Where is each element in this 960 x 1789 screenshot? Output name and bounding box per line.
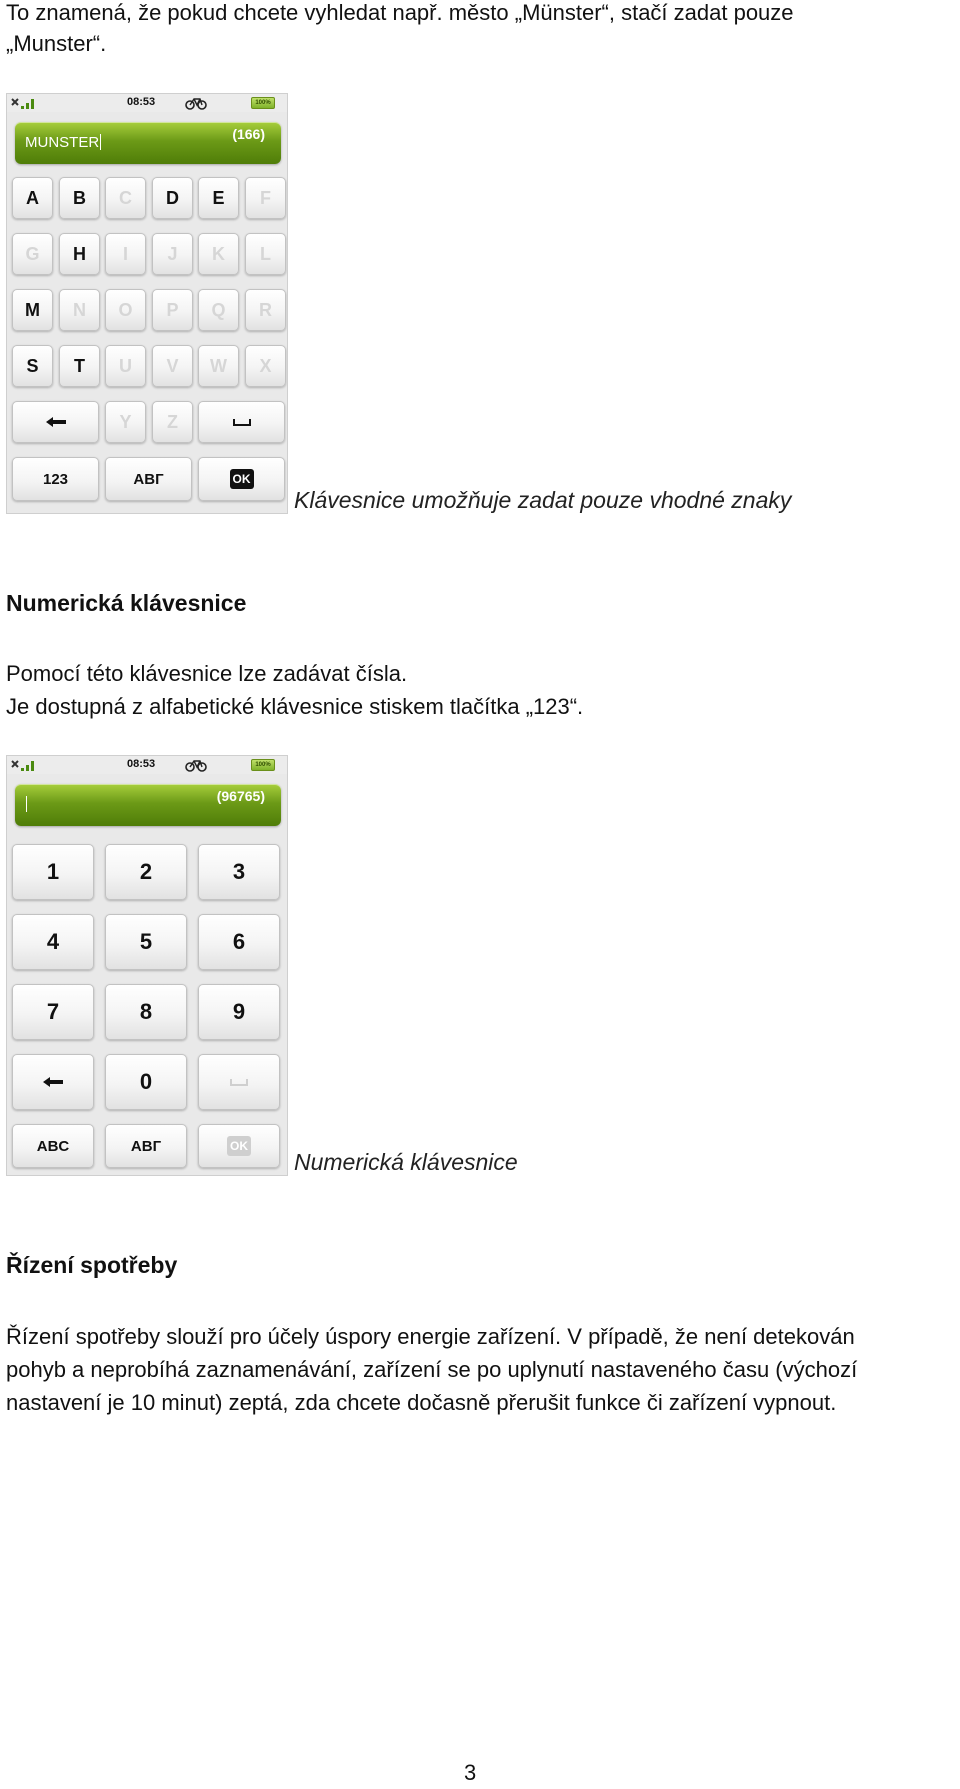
back-arrow-icon xyxy=(45,416,67,428)
key-w xyxy=(198,345,239,387)
key-s[interactable] xyxy=(12,345,53,387)
key-label: R xyxy=(259,299,272,320)
ok-button[interactable] xyxy=(198,457,285,501)
key-6[interactable] xyxy=(198,914,280,970)
key-label: Q xyxy=(211,299,226,320)
key-label: D xyxy=(166,187,179,208)
ok-button xyxy=(198,1124,280,1168)
text-caret xyxy=(100,134,101,150)
numeric-keyboard-caption: Numerická klávesnice xyxy=(294,1149,518,1175)
key-8[interactable] xyxy=(105,984,187,1040)
key-r xyxy=(245,289,286,331)
text-caret xyxy=(26,796,27,812)
key-5[interactable] xyxy=(105,914,187,970)
status-time: 08:53 xyxy=(127,96,156,108)
key-label: V xyxy=(166,355,179,376)
key-y xyxy=(105,401,146,443)
number-input-value xyxy=(25,796,27,813)
key-label: X xyxy=(259,355,272,376)
battery-icon: 100% xyxy=(251,759,275,771)
space-key xyxy=(198,1054,280,1110)
alphabetic-keyboard-screenshot xyxy=(6,93,288,514)
key-label: P xyxy=(166,299,179,320)
key-label: 1 xyxy=(46,859,60,884)
key-label: O xyxy=(118,299,133,320)
key-label: N xyxy=(73,299,86,320)
space-icon xyxy=(233,419,251,426)
ok-icon: OK xyxy=(227,1136,251,1156)
intro-line-2: „Munster“. xyxy=(6,31,107,56)
key-q xyxy=(198,289,239,331)
key-label: S xyxy=(26,355,39,376)
key-3[interactable] xyxy=(198,844,280,900)
numeric-keyboard-screenshot xyxy=(6,755,288,1176)
key-n xyxy=(59,289,100,331)
intro-line-1: To znamená, že pokud chcete vyhledat např. město „Münster“, stačí zadat pouze xyxy=(6,0,794,25)
key-a[interactable] xyxy=(12,177,53,219)
key-label: 8 xyxy=(139,999,153,1024)
numeric-keyboard-button[interactable] xyxy=(12,457,99,501)
key-i xyxy=(105,233,146,275)
power-paragraph-line-3: nastavení je 10 minut) zeptá, zda chcete dočasně přerušit funkce či zařízení vypnout. xyxy=(6,1390,837,1415)
space-icon xyxy=(230,1079,248,1086)
battery-icon: 100% xyxy=(251,97,275,109)
key-label: 0 xyxy=(139,1069,153,1094)
key-label: G xyxy=(25,243,40,264)
key-c xyxy=(105,177,146,219)
key-0[interactable] xyxy=(105,1054,187,1110)
key-f xyxy=(245,177,286,219)
key-label: 5 xyxy=(139,929,153,954)
backspace-key[interactable] xyxy=(12,1054,94,1110)
key-label: J xyxy=(167,243,178,264)
key-label: T xyxy=(74,355,85,376)
back-arrow-icon xyxy=(42,1076,64,1088)
key-v xyxy=(152,345,193,387)
status-time: 08:53 xyxy=(127,758,156,770)
key-label: U xyxy=(119,355,132,376)
key-m[interactable] xyxy=(12,289,53,331)
key-4[interactable] xyxy=(12,914,94,970)
key-z xyxy=(152,401,193,443)
power-paragraph-line-1: Řízení spotřeby slouží pro účely úspory energie zařízení. V případě, že není detekován xyxy=(6,1324,855,1349)
key-b[interactable] xyxy=(59,177,100,219)
key-j xyxy=(152,233,193,275)
key-g xyxy=(12,233,53,275)
key-label: W xyxy=(210,355,227,376)
numeric-section-heading: Numerická klávesnice xyxy=(6,590,247,616)
key-label: E xyxy=(212,187,225,208)
key-u xyxy=(105,345,146,387)
key-label: 3 xyxy=(232,859,246,884)
key-label: A xyxy=(26,187,39,208)
key-k xyxy=(198,233,239,275)
key-label: 7 xyxy=(46,999,60,1024)
page-number: 3 xyxy=(464,1760,477,1785)
key-e[interactable] xyxy=(198,177,239,219)
search-input[interactable] xyxy=(15,122,281,164)
space-key[interactable] xyxy=(198,401,285,443)
key-label: B xyxy=(73,187,86,208)
key-label: M xyxy=(25,299,40,320)
key-label: 6 xyxy=(232,929,246,954)
key-label: L xyxy=(260,243,271,264)
key-t[interactable] xyxy=(59,345,100,387)
status-bar xyxy=(7,756,287,774)
key-label: 9 xyxy=(232,999,246,1024)
key-label: Y xyxy=(119,411,132,432)
key-label: Z xyxy=(167,411,178,432)
search-input-value: MUNSTER xyxy=(25,134,100,151)
key-label: АВГ xyxy=(133,470,164,488)
key-label: 123 xyxy=(42,470,69,488)
numeric-paragraph-line-1: Pomocí této klávesnice lze zadávat čísla. xyxy=(6,661,408,686)
alphabetic-keyboard-button[interactable] xyxy=(12,1124,94,1168)
key-label: 4 xyxy=(46,929,60,954)
cyrillic-keyboard-button[interactable] xyxy=(105,1124,187,1168)
cyrillic-keyboard-button[interactable] xyxy=(105,457,192,501)
key-label: 2 xyxy=(139,859,153,884)
number-input[interactable] xyxy=(15,784,281,826)
key-l xyxy=(245,233,286,275)
power-paragraph-line-2: pohyb a neprobíhá zaznamenávání, zařízení se po uplynutí nastaveného času (výchozí xyxy=(6,1357,858,1382)
result-count: (96765) xyxy=(216,788,265,804)
key-x xyxy=(245,345,286,387)
status-bar xyxy=(7,94,287,112)
backspace-key[interactable] xyxy=(12,401,99,443)
power-section-heading: Řízení spotřeby xyxy=(6,1252,178,1278)
key-p xyxy=(152,289,193,331)
key-label: I xyxy=(122,243,128,264)
alphabetic-keyboard-caption: Klávesnice umožňuje zadat pouze vhodné znaky xyxy=(294,487,792,513)
key-label: ABC xyxy=(36,1137,70,1155)
key-d[interactable] xyxy=(152,177,193,219)
key-label: K xyxy=(212,243,225,264)
key-label: АВГ xyxy=(130,1137,162,1155)
key-h[interactable] xyxy=(59,233,100,275)
key-2[interactable] xyxy=(105,844,187,900)
numeric-paragraph-line-2: Je dostupná z alfabetické klávesnice stiskem tlačítka „123“. xyxy=(6,694,584,719)
key-1[interactable] xyxy=(12,844,94,900)
key-label: F xyxy=(260,187,271,208)
key-9[interactable] xyxy=(198,984,280,1040)
key-o xyxy=(105,289,146,331)
key-7[interactable] xyxy=(12,984,94,1040)
bike-icon xyxy=(185,758,207,772)
gps-signal-icon xyxy=(11,96,37,110)
key-label: C xyxy=(119,187,132,208)
ok-icon: OK xyxy=(230,469,254,489)
bike-icon xyxy=(185,96,207,110)
gps-signal-icon xyxy=(11,758,37,772)
result-count: (166) xyxy=(232,126,265,142)
key-label: H xyxy=(73,243,86,264)
